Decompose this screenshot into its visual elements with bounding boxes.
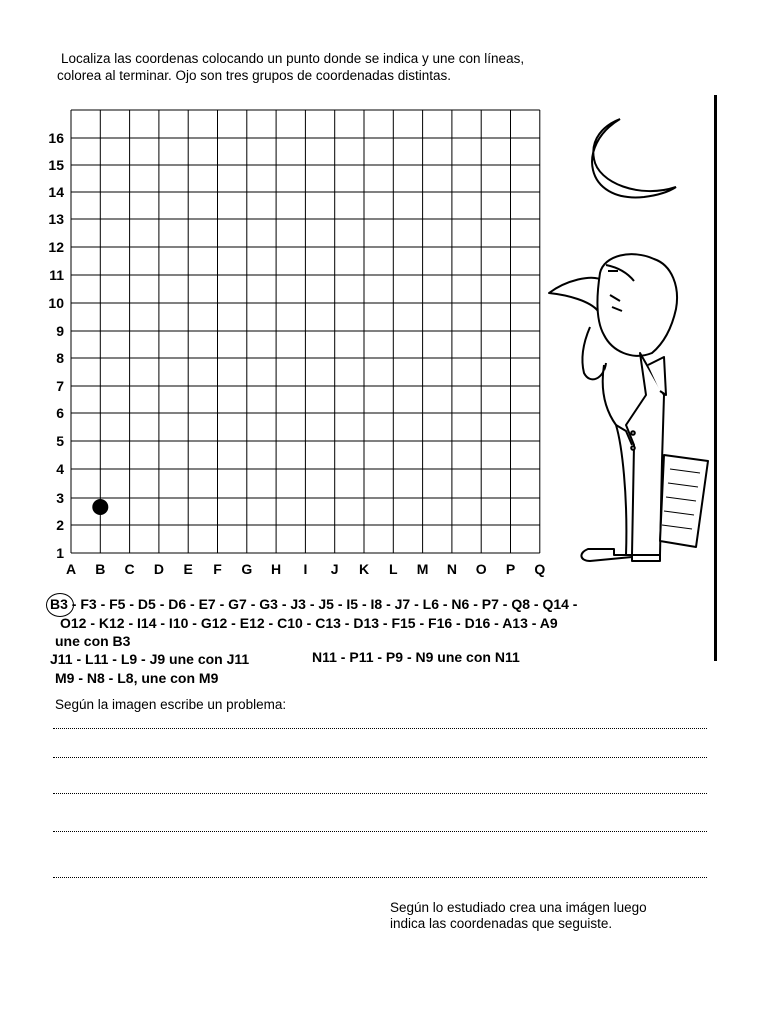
problem-prompt: Según la imagen escribe un problema: <box>55 697 287 712</box>
row-label: 2 <box>56 517 64 533</box>
right-margin-rule <box>714 95 717 661</box>
row-label: 3 <box>56 490 64 506</box>
coords-group2: J11 - L11 - L9 - J9 une con J11 <box>50 651 250 667</box>
column-label: B <box>95 561 106 577</box>
row-label: 4 <box>56 461 64 477</box>
column-label: I <box>303 561 308 577</box>
create-image-prompt <box>390 900 647 932</box>
row-label: 11 <box>49 267 64 283</box>
row-label: 15 <box>48 157 64 173</box>
row-label: 12 <box>48 239 64 255</box>
create-prompt-line-2: indica las coordenadas que seguiste. <box>390 916 613 931</box>
answer-line[interactable] <box>53 831 707 832</box>
coordinate-grid <box>0 95 720 585</box>
thinking-man-illustration <box>549 254 708 561</box>
column-label: A <box>65 561 77 577</box>
column-label: P <box>505 561 516 577</box>
row-label: 14 <box>48 184 64 200</box>
column-label: Q <box>534 561 546 577</box>
instructions-line-1: Localiza las coordenas colocando un punto donde se indica y une con líneas, <box>61 51 525 66</box>
instructions <box>57 50 617 84</box>
start-coordinate: B3 <box>50 596 68 612</box>
row-label: 9 <box>56 323 64 339</box>
column-label: N <box>446 561 457 577</box>
answer-line[interactable] <box>53 877 707 878</box>
column-label: D <box>153 561 164 577</box>
column-label: O <box>475 561 487 577</box>
row-label: 10 <box>48 295 64 311</box>
column-label: E <box>183 561 193 577</box>
row-label: 16 <box>48 130 64 146</box>
column-label: C <box>124 561 135 577</box>
column-label: J <box>330 561 339 577</box>
create-prompt-line-1: Según lo estudiado crea una imágen luego <box>390 900 647 915</box>
answer-line[interactable] <box>53 728 707 729</box>
column-label: M <box>416 561 429 577</box>
coords-group3: N11 - P11 - P9 - N9 une con N11 <box>312 649 520 665</box>
coords-row-1 <box>50 596 577 613</box>
coords-group1-part2: O12 - K12 - I14 - I10 - G12 - E12 - C10 - C13 - D13 - F15 - F16 - D16 - A13 - A9 <box>60 615 558 631</box>
row-label: 5 <box>56 433 64 449</box>
coords-group4: M9 - N8 - L8, une con M9 <box>55 670 219 686</box>
coords-group1-part3: une con B3 <box>55 633 131 649</box>
column-label: K <box>358 561 370 577</box>
row-label: 7 <box>56 378 64 394</box>
row-label: 8 <box>56 350 64 366</box>
row-label: 1 <box>56 545 64 561</box>
answer-line[interactable] <box>53 793 707 794</box>
row-label: 13 <box>48 211 64 227</box>
column-label: F <box>213 561 222 577</box>
coords-group1-part1: - F3 - F5 - D5 - D6 - E7 - G7 - G3 - J3 - J5 - I5 - I8 - J7 - L6 - N6 - P7 - Q8 - Q14 - <box>67 596 578 612</box>
moon-icon <box>592 119 676 197</box>
column-label: L <box>389 561 398 577</box>
start-point-dot <box>92 499 108 515</box>
answer-line[interactable] <box>53 757 707 758</box>
instructions-line-2: colorea al terminar. Ojo son tres grupos de coordenadas distintas. <box>57 68 451 83</box>
column-label: G <box>241 561 253 577</box>
row-label: 6 <box>56 405 64 421</box>
column-label: H <box>271 561 282 577</box>
